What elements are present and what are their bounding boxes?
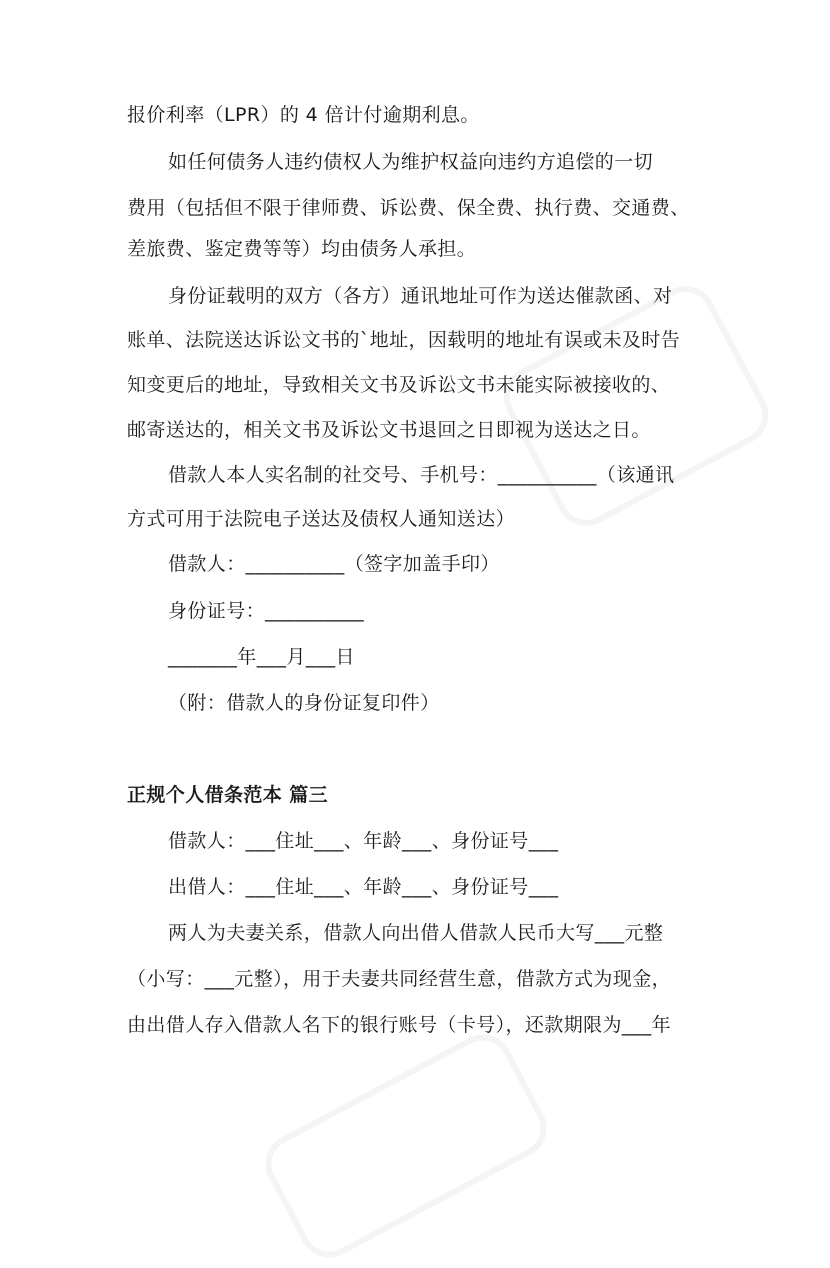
- id-number-line: 身份证号：__________: [168, 600, 365, 622]
- paragraph-line: 两人为夫妻关系，借款人向出借人借款人民币大写___元整: [168, 922, 664, 944]
- paragraph-line: 如任何债务人违约债权人为维护权益向违约方追偿的一切: [168, 151, 654, 173]
- paragraph-line: 由出借人存入借款人名下的银行账号（卡号），还款期限为___年: [127, 1014, 672, 1036]
- paragraph-line: （小写：___元整），用于夫妻共同经营生意，借款方式为现金，: [127, 968, 672, 990]
- lender-info-line: 出借人：___住址___、年龄___、身份证号___: [168, 876, 559, 898]
- borrower-signature-line: 借款人：__________（签字加盖手印）: [168, 553, 500, 575]
- paragraph-line: 知变更后的地址，导致相关文书及诉讼文书未能实际被接收的、: [127, 374, 671, 396]
- section-title: 正规个人借条范本 篇三: [127, 784, 329, 806]
- attachment-note: （附：借款人的身份证复印件）: [168, 692, 440, 714]
- watermark-stamp: [493, 276, 779, 537]
- date-line: _______年___月___日: [168, 646, 355, 668]
- paragraph-line: 身份证载明的双方（各方）通讯地址可作为送达催款函、对: [168, 285, 673, 307]
- paragraph-line: 账单、法院送达诉讼文书的`地址，因载明的地址有误或未及时告: [127, 329, 681, 351]
- paragraph-line: 邮寄送达的，相关文书及诉讼文书退回之日即视为送达之日。: [127, 419, 651, 441]
- paragraph-line: 借款人本人实名制的社交号、手机号：__________（该通讯: [168, 464, 675, 486]
- paragraph-line: 报价利率（LPR）的 4 倍计付逾期利息。: [127, 104, 480, 126]
- paragraph-line: 差旅费、鉴定费等等）均由债务人承担。: [127, 238, 477, 260]
- paragraph-line: 方式可用于法院电子送达及债权人通知送达）: [127, 508, 516, 530]
- paragraph-line: 费用（包括但不限于律师费、诉讼费、保全费、执行费、交通费、: [127, 197, 690, 219]
- borrower-info-line: 借款人：___住址___、年龄___、身份证号___: [168, 830, 559, 852]
- watermark-stamp-bottom: [255, 1024, 557, 1268]
